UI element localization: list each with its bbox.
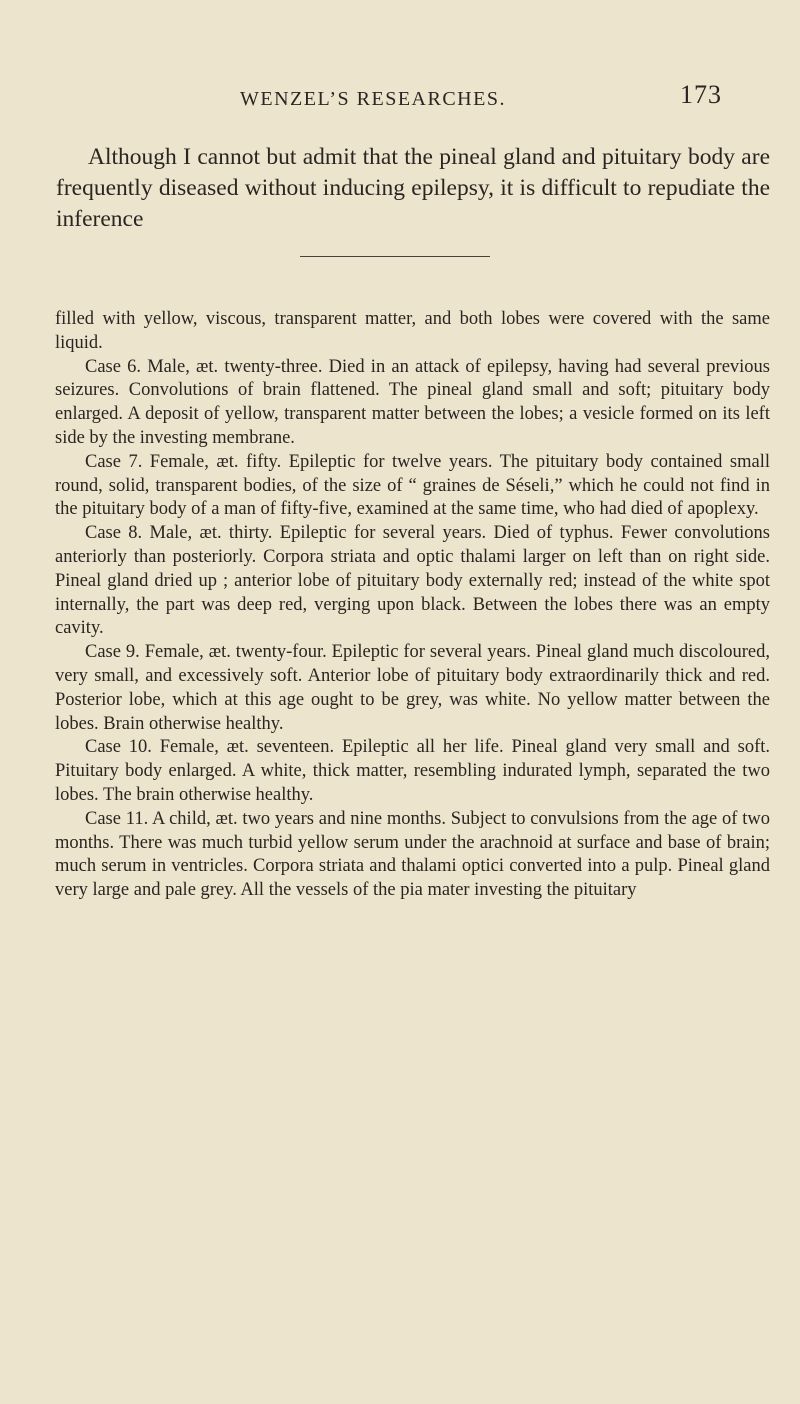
running-head: WENZEL’S RESEARCHES. — [240, 88, 506, 110]
case-paragraph: Case 9. Female, æt. twenty-four. Epileptic for several years. Pineal gland much discoloured, very small, and excessively soft. Anterior lobe of pituitary body extraordinarily thick and red. Posterior lobe, which at this age ought to be grey, was white. No yellow matter between the lobes. Brain otherwise healthy. — [55, 642, 770, 734]
case-paragraph: Case 7. Female, æt. fifty. Epileptic for twelve years. The pituitary body contained small round, solid, transparent bodies, of the size of “ graines de Séseli,” which he could not find in the pituitary body of a man of fifty-five, examined at the same time, who had died of apoplexy. — [55, 451, 770, 520]
page-number: 173 — [680, 80, 722, 109]
case-paragraph: Case 6. Male, æt. twenty-three. Died in an attack of epilepsy, having had several previous seizures. Convolutions of brain flattened. The pineal gland small and soft; pituitary body enlarged. A deposit of yellow, transparent matter between the lobes; a vesicle formed on its left side by the investing membrane. — [55, 356, 770, 448]
lead-paragraph: Although I cannot but admit that the pineal gland and pituitary body are frequently diseased without inducing epilepsy, it is difficult to repudiate the inference — [56, 144, 770, 232]
footnote-separator-rule — [300, 256, 490, 257]
footnote-continuation: filled with yellow, viscous, transparent matter, and both lobes were covered with the same liquid. — [55, 309, 770, 353]
footnote-block — [55, 308, 770, 903]
case-paragraph: Case 10. Female, æt. seventeen. Epileptic all her life. Pineal gland very small and soft. Pituitary body enlarged. A white, thick matter, resembling indurated lymph, separated the two lobes. The brain otherwise healthy. — [55, 737, 770, 805]
case-paragraph: Case 8. Male, æt. thirty. Epileptic for several years. Died of typhus. Fewer convolutions anteriorly than posteriorly. Corpora striata and optic thalami larger on left than on right side. Pineal gland dried up ; anterior lobe of pituitary body externally red; instead of the white spot internally, the part was deep red, verging upon black. Between the lobes there was an empty cavity. — [55, 523, 770, 639]
case-paragraph: Case 11. A child, æt. two years and nine months. Subject to convulsions from the age of two months. There was much turbid yellow serum under the arachnoid at surface and base of brain; much serum in ventricles. Corpora striata and thalami optici converted into a pulp. Pineal gland very large and pale grey. All the vessels of the pia mater investing the pituitary — [55, 808, 770, 901]
main-text — [56, 142, 770, 235]
